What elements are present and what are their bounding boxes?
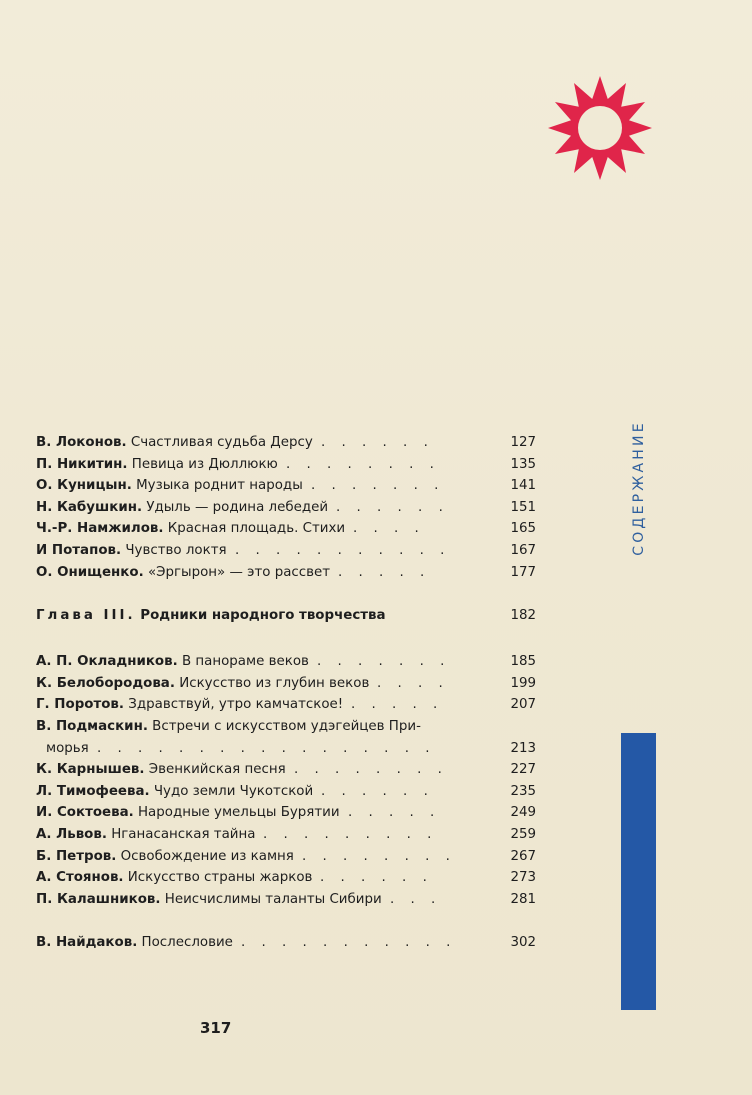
toc-entry: [36, 781, 536, 803]
chapter-title: Родники народного творчества: [140, 608, 386, 624]
entry-page: 127: [510, 435, 536, 450]
entry-author: И. Соктоева.: [36, 805, 134, 821]
toc-entry: [36, 694, 536, 716]
entry-author: О. Куницын.: [36, 478, 132, 494]
toc-entry: [36, 432, 536, 454]
entry-dots: . . . . . .: [321, 435, 434, 450]
toc-entry: [36, 889, 536, 911]
entry-author: К. Белобородова.: [36, 675, 175, 691]
toc-entry: [36, 738, 536, 760]
entry-title: Нганасанская тайна: [111, 826, 256, 842]
entry-author: О. Онищенко.: [36, 564, 144, 580]
entry-author: Г. Поротов.: [36, 697, 124, 713]
entry-dots: . . . . . . . .: [286, 456, 440, 472]
entry-dots: . . . . . . . . . . .: [241, 935, 457, 951]
toc-entry: [36, 846, 536, 868]
entry-page: 185: [510, 654, 536, 670]
entry-title: Удыль — родина лебедей: [146, 499, 329, 515]
entry-dots: . . . . .: [338, 564, 431, 580]
entry-author: Н. Кабушкин.: [36, 499, 143, 515]
entry-dots: . . . .: [353, 521, 425, 537]
entry-page: 249: [510, 805, 536, 821]
entry-dots: . . .: [390, 891, 442, 907]
table-of-contents: [36, 432, 536, 954]
entry-dots: . . . . . . . .: [302, 848, 456, 864]
entry-dots: . . . . . . . . . . . . . . . . .: [97, 740, 436, 756]
page-number: 317: [200, 1019, 232, 1037]
entry-title: Послесловие: [141, 935, 233, 951]
section-title: СОДЕРЖАНИЕ: [631, 420, 647, 556]
entry-author: Б. Петров.: [36, 848, 117, 864]
toc-entry: [36, 651, 536, 673]
entry-author: К. Карнышев.: [36, 762, 145, 778]
entry-dots: . . . . . .: [321, 783, 434, 799]
entry-title: В панораме веков: [181, 654, 309, 670]
entry-title: Неисчислимы таланты Сибири: [164, 891, 382, 907]
entry-author: Л. Тимофеева.: [36, 783, 150, 799]
entry-title: Встречи с искусством удэгейцев При-: [152, 718, 421, 734]
entry-page: 135: [510, 456, 536, 472]
entry-author: А. Стоянов.: [36, 870, 124, 886]
entry-author: Ч.-Р. Намжилов.: [36, 521, 164, 537]
entry-dots: . . . . .: [351, 697, 444, 713]
entry-title: Освобождение из камня: [120, 848, 294, 864]
entry-group-b: [36, 651, 536, 910]
entry-page: 302: [510, 935, 536, 951]
afterword-entry: [36, 932, 536, 954]
entry-page: 281: [510, 891, 536, 907]
entry-page: 267: [510, 848, 536, 864]
toc-entry: [36, 867, 536, 889]
entry-title: Красная площадь. Стихи: [167, 521, 346, 537]
entry-dots: . . . . . . . .: [294, 762, 448, 778]
entry-page: 259: [510, 826, 536, 842]
entry-dots: . . . . . . . . .: [263, 826, 438, 842]
entry-page: 213: [510, 740, 536, 756]
toc-entry: [36, 518, 536, 540]
entry-author: А. П. Окладников.: [36, 654, 178, 670]
entry-dots: . . . . . . .: [317, 654, 451, 670]
sun-icon: [546, 74, 654, 182]
chapter-label: Глава III.: [36, 608, 136, 624]
toc-entry: [36, 540, 536, 562]
entry-dots: . . . . . .: [320, 870, 433, 886]
entry-group-a: [36, 432, 536, 583]
entry-dots: . . . . .: [348, 805, 441, 821]
toc-entry: [36, 716, 536, 738]
entry-title: Искусство из глубин веков: [179, 675, 370, 691]
toc-entry: [36, 824, 536, 846]
chapter-heading: [36, 605, 536, 627]
entry-page: 165: [510, 521, 536, 537]
entry-title: Здравствуй, утро камчатское!: [128, 697, 344, 713]
entry-page: 273: [510, 870, 536, 886]
entry-author: П. Калашников.: [36, 891, 161, 907]
entry-page: 151: [510, 499, 536, 515]
entry-page: 141: [510, 478, 536, 494]
entry-title: «Эргырон» — это рассвет: [147, 564, 331, 580]
toc-entry: [36, 673, 536, 695]
entry-dots: . . . . . .: [336, 499, 449, 515]
entry-title: Чувство локтя: [125, 542, 227, 558]
entry-page: 167: [510, 542, 536, 558]
entry-dots: . . . . . . .: [311, 478, 445, 494]
toc-entry: [36, 802, 536, 824]
entry-author: В. Локонов.: [36, 435, 127, 450]
toc-entry: [36, 497, 536, 519]
entry-page: 177: [510, 564, 536, 580]
entry-dots: . . . .: [377, 675, 449, 691]
entry-title: Эвенкийская песня: [148, 762, 286, 778]
entry-title: Счастливая судьба Дерсу: [130, 435, 313, 450]
toc-entry: [36, 562, 536, 584]
entry-title: морья: [46, 740, 89, 756]
entry-author: В. Найдаков.: [36, 935, 138, 951]
entry-title: Народные умельцы Бурятии: [137, 805, 340, 821]
toc-entry: [36, 454, 536, 476]
entry-page: 235: [510, 783, 536, 799]
entry-title: Чудо земли Чукотской: [153, 783, 314, 799]
entry-author: А. Львов.: [36, 826, 107, 842]
entry-author: И Потапов.: [36, 542, 122, 558]
entry-page: 227: [510, 762, 536, 778]
chapter-page: 182: [510, 608, 536, 624]
toc-entry: [36, 759, 536, 781]
entry-page: 199: [510, 675, 536, 691]
decorative-blue-bar: [621, 733, 656, 1010]
entry-author: П. Никитин.: [36, 456, 128, 472]
entry-dots: . . . . . . . . . . .: [235, 542, 451, 558]
entry-title: Певица из Дюллюкю: [131, 456, 278, 472]
entry-page: 207: [510, 697, 536, 713]
entry-title: Музыка роднит народы: [136, 478, 303, 494]
entry-author: В. Подмаскин.: [36, 718, 148, 734]
entry-title: Искусство страны жарков: [127, 870, 313, 886]
toc-entry: [36, 475, 536, 497]
